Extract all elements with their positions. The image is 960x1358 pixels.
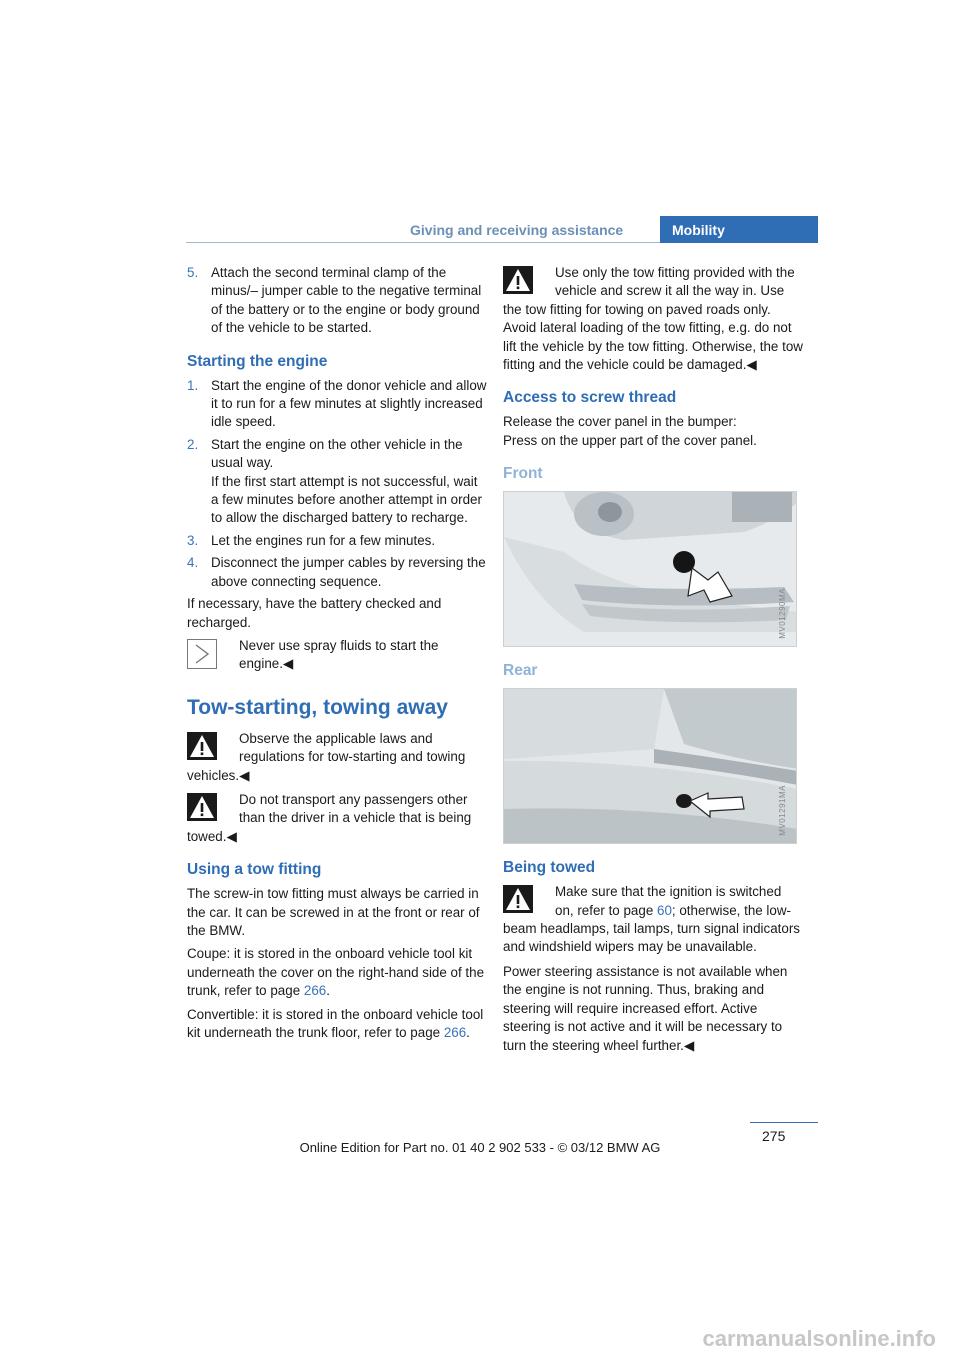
warning-passengers [187,791,487,846]
front-bumper-image [503,491,797,647]
step-text: Start the engine of the donor vehicle and allow it to run for a few minutes at slightly increased idle speed. [211,377,487,430]
step-4 [187,554,487,591]
heading-rear: Rear [503,662,538,680]
steering-paragraph: Power steering assistance is not available when the engine is not running. Thus, braking and steering will require increased effort. Active steering is not active and it will be necessary to turn the steering wheel further.◀ [503,963,788,1053]
heading-tow-starting: Tow-starting, towing away [187,695,448,719]
warning-laws-text: Observe the applicable laws and regulations for tow-starting and towing vehicles.◀ [187,730,466,783]
page-number: 275 [762,1128,786,1144]
warning-laws [187,730,487,785]
warning-icon [187,732,227,766]
page-number-rule [750,1122,818,1123]
chapter-tab: Mobility [660,216,818,243]
warning-icon [187,793,227,827]
right-column [503,264,803,1060]
page-link-266[interactable]: 266 [303,983,327,999]
text: Convertible: it is stored in the onboard vehicle tool kit underneath the trunk floor, refer to page [187,1006,484,1040]
step-text: Let the engines run for a few minutes. [211,532,436,548]
figure-code: MV01290MA [777,587,787,639]
figure-code: MV01291MA [777,784,787,836]
step-number: 4. [187,555,199,571]
text: ; otherwise, the low-beam headlamps, tail lamps, turn signal indicators and windshield wipers may be unavailable. [503,902,800,955]
text: Coupe: it is stored in the onboard vehicle tool kit underneath the cover on the right-hand side of the trunk, refer to page [187,946,485,999]
heading-being-towed: Being towed [503,859,596,877]
step-number: 3. [187,532,199,548]
access-line-2: Press on the upper part of the cover panel. [503,432,757,448]
battery-note: If necessary, have the battery checked and recharged. [187,596,442,630]
spray-note-text: Never use spray fluids to start the engine.◀ [239,637,439,672]
step-5 [187,264,487,338]
warning-icon [503,266,543,300]
warning-icon [503,885,543,919]
spray-note [187,637,487,674]
text: . [466,1025,470,1040]
fitting-paragraph-1: The screw-in tow fitting must always be carried in the car. It can be screwed in at the front or rear of the BMW. [187,886,480,938]
access-line-1: Release the cover panel in the bumper: [503,414,737,430]
header-rule [186,242,660,243]
fitting-paragraph-3 [187,1006,487,1043]
step-extra-text: If the first start attempt is not successful, wait a few minutes before another attempt in order to allow the discharged battery to recharge. [211,473,482,526]
step-text: Start the engine on the other vehicle in the usual way. [211,436,463,471]
step-2 [187,436,487,528]
warning-ignition [503,883,803,957]
heading-starting-engine: Starting the engine [187,352,328,370]
step-text: Disconnect the jumper cables by reversing the above connecting sequence. [211,555,486,589]
step-number: 1. [187,377,199,393]
text: Make sure that the ignition is switched on, refer to page [555,884,782,918]
text: . [326,983,330,999]
running-header-section: Giving and receiving assistance [410,222,624,238]
page-link-266[interactable]: 266 [443,1025,467,1040]
warning-tow-fitting [503,264,803,374]
step-number: 5. [187,265,199,280]
step-number: 2. [187,436,199,452]
page-link-60[interactable]: 60 [657,902,672,918]
warning-passengers-text: Do not transport any passengers other than the driver in a vehicle that is being towed.◀ [187,791,472,844]
heading-front: Front [503,465,543,483]
left-column [187,264,487,1047]
heading-tow-fitting: Using a tow fitting [187,861,322,879]
rear-bumper-image [503,688,797,844]
step-1 [187,377,487,432]
edition-footer: Online Edition for Part no. 01 40 2 902 533 - © 03/12 BMW AG [299,1140,661,1155]
note-icon [187,639,227,673]
fitting-paragraph-2 [187,945,487,1000]
heading-access-screw-thread: Access to screw thread [503,389,677,407]
watermark: carmanualsonline.info [702,1326,936,1351]
step-text: Attach the second terminal clamp of the minus/– jumper cable to the negative terminal of the battery or to the engine or body ground of the vehicle to be started. [211,265,482,336]
warning-tow-fitting-text: Use only the tow fitting provided with the vehicle and screw it all the way in. Use the tow fitting for towing on paved roads only. Avoid lateral loading of the tow fitting, e.g. do not lift the vehicle by the tow fitting. Otherwise, the tow fitting and the vehicle could be damaged.◀ [503,265,803,373]
step-3 [187,532,487,550]
